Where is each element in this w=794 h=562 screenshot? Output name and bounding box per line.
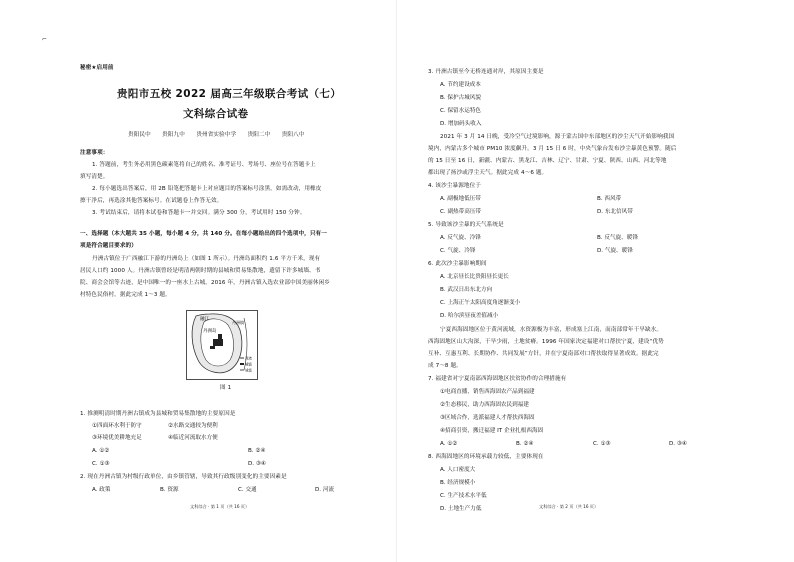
- q7-statement-4: ④招商引资，搬迁福建 IT 企业扎根西海固: [440, 428, 544, 434]
- q3-option-b[interactable]: B. 保护古城风貌: [440, 95, 481, 101]
- legend-river-label: 河流: [245, 356, 252, 361]
- section-heading-cont: 项是符合题目要求的）: [80, 243, 137, 249]
- question-8: 8. 西海固地区的环境承载力较低，主要体现在: [428, 454, 544, 460]
- note-1-cont: 填写清楚。: [80, 174, 109, 180]
- legend-river-swatch: [240, 357, 244, 359]
- corner-mark: ⌐: [42, 36, 48, 43]
- legend-town-swatch: [240, 363, 244, 365]
- section-heading: 一、选择题（本大题共 35 小题，每小题 4 分，共 140 分。在每小题给出的四个选项中，只有一: [80, 231, 327, 237]
- q5-option-a[interactable]: A. 反气旋、冷锋: [440, 235, 481, 241]
- q1-statement-1: ①四面环水利于防守: [92, 423, 142, 429]
- q1-statement-3: ③环境优美耕地充足: [92, 435, 142, 441]
- q8-option-c[interactable]: C. 生产技术水平低: [440, 493, 487, 499]
- exam-page-2: [397, 0, 794, 562]
- q2-option-b[interactable]: B. 资源: [160, 487, 179, 493]
- q5-option-c[interactable]: C. 气旋、冷锋: [440, 248, 476, 254]
- q7-statement-1: ①电商直播，销售西海固农产品到福建: [440, 389, 535, 395]
- map-island-label: 丹洲岛: [203, 329, 217, 334]
- passage-3-line-2: 西海固地区山大沟深，干旱少雨，土地贫瘠。1996 年国家决定福建对口帮扶宁夏，建设“优势: [428, 339, 664, 345]
- q7-option-c[interactable]: C. ①③: [593, 441, 611, 447]
- note-1: 1. 答题前，考生务必用黑色碳素笔将自己的姓名、准考证号、考场号、座位号在答题卡上: [92, 162, 316, 168]
- q6-option-c[interactable]: C. 上海正午太阳高度角逐渐变小: [440, 300, 521, 306]
- q7-option-d[interactable]: D. ③④: [669, 441, 687, 447]
- q5-option-b[interactable]: B. 反气旋、暖锋: [597, 235, 638, 241]
- question-3: 3. 丹洲古镇至今无桥连通对岸，其原因主要是: [428, 69, 544, 75]
- q5-option-d[interactable]: D. 气旋、暖锋: [597, 248, 633, 254]
- q7-option-b[interactable]: B. ②④: [516, 441, 534, 447]
- secret-label: 秘密★启用前: [80, 65, 114, 71]
- notes-heading: 注意事项：: [80, 150, 109, 156]
- page-footer-1: 文科综合 · 第 1 页（共 16 页）: [190, 504, 250, 509]
- q6-option-d[interactable]: D. 哈尔滨昼夜差值减小: [440, 313, 499, 319]
- q6-option-b[interactable]: B. 武汉日出东北方向: [440, 287, 493, 293]
- q4-option-c[interactable]: C. 副热带高压带: [440, 209, 482, 215]
- question-2: 2. 现在丹洲古镇为村级行政单位，由乡镇管辖，导致其行政级别变化的主要因素是: [80, 474, 287, 480]
- q2-option-c[interactable]: C. 交通: [238, 487, 257, 493]
- school-list: 贵阳民中 贵阳九中 贵州省实验中学 贵阳二中 贵阳八中: [128, 132, 305, 138]
- question-4: 4. 该沙尘暴源地位于: [428, 183, 481, 189]
- map-river-label: 融江: [200, 317, 209, 322]
- question-6: 6. 此次沙尘暴影响期间: [428, 261, 487, 267]
- town-block-1: [213, 339, 223, 346]
- q8-option-b[interactable]: B. 经济规模小: [440, 480, 476, 486]
- passage-1-line-4: 村特色民俗村。据此完成 1～3 题。: [80, 292, 171, 298]
- exam-title: 贵阳市五校 2022 届高三年级联合考试（七）: [117, 88, 342, 100]
- q3-option-d[interactable]: D. 增加码头收入: [440, 121, 482, 127]
- q4-option-a[interactable]: A. 副极地低压带: [440, 196, 481, 202]
- passage-2-line-2: 境内，内蒙古多个城市 PM10 浓度飙升。3 月 15 日 6 时，中央气象台发布沙尘暴黄色预警。随后: [428, 146, 677, 152]
- exam-subtitle: 文科综合试卷: [183, 108, 249, 120]
- passage-3-line-1: 宁夏西海固地区位于黄河流域，水资源极为丰富，形成塞上江南，而南部常年干旱缺水。: [440, 327, 663, 333]
- q2-option-d[interactable]: D. 河流: [315, 487, 335, 493]
- q8-option-a[interactable]: A. 人口密度大: [440, 467, 476, 473]
- q7-statement-2: ②生态移民，助力西海固农民到福建: [440, 402, 529, 408]
- q8-option-d[interactable]: D. 土地生产力低: [440, 506, 482, 512]
- q3-option-a[interactable]: A. 节约建设成本: [440, 82, 481, 88]
- island-map-figure: [186, 310, 258, 380]
- passage-1-line-1: 丹洲古镇位于广西融江下游的丹洲岛上（如图 1 所示）。丹洲岛面积约 1.6 平方千米，现有: [92, 256, 321, 262]
- passage-1-line-3: 院、商会会馆等古迹，是中国唯一的一座水上古城。2016 年，丹洲古镇入选农业部中国美丽休闲乡: [80, 280, 330, 286]
- q3-option-c[interactable]: C. 保留水运特色: [440, 108, 482, 114]
- note-3: 3. 考试结束后，请将本试卷和答题卡一并交回。满分 300 分，考试用时 150 分钟。: [92, 210, 306, 216]
- q2-option-a[interactable]: A. 政策: [92, 487, 111, 493]
- passage-2-line-4: 都出现了扬沙或浮尘天气。据此完成 4～6 题。: [428, 170, 548, 176]
- q6-option-a[interactable]: A. 北京昼长比贵阳昼长更长: [440, 274, 509, 280]
- passage-3-line-3: 互补、互惠互利、长期协作、共同发展”方针，并在宁夏南部对口帮扶取得显著成效。据此完: [428, 351, 659, 357]
- question-5: 5. 导致该沙尘暴的天气系统是: [428, 222, 504, 228]
- town-block-2: [218, 334, 222, 339]
- question-7: 7. 福建省对宁夏南部西海固地区扶贫协作的合理措施有: [428, 376, 567, 382]
- map-town-label: 丹洲镇: [232, 320, 244, 325]
- q1-option-b[interactable]: B. ②④: [248, 448, 266, 454]
- q7-statement-3: ③区域合作，选派福建人才帮扶西海固: [440, 415, 535, 421]
- page-footer-2: 文科综合 · 第 2 页（共 16 页）: [539, 504, 599, 509]
- q4-option-d[interactable]: D. 东北信风带: [597, 209, 633, 215]
- q1-option-c[interactable]: C. ①③: [92, 461, 110, 467]
- passage-2-line-3: 的 15 日至 16 日，新疆、内蒙古、黑龙江、吉林、辽宁、甘肃、宁夏、陕西、山西、河北等地: [428, 158, 667, 164]
- q1-statement-2: ②水路交通较为便利: [168, 423, 218, 429]
- note-2: 2. 每小题选出答案后，用 2B 铅笔把答题卡上对应题目的答案标号涂黑。如需改动，用橡皮: [92, 186, 322, 192]
- legend-wall-label: 城墙: [245, 368, 252, 373]
- q1-option-d[interactable]: D. ③④: [248, 461, 266, 467]
- note-2-cont: 擦干净后，再选涂其他答案标号。在试题卷上作答无效。: [80, 198, 223, 204]
- q1-option-a[interactable]: A. ①②: [92, 448, 110, 454]
- passage-2-line-1: 2021 年 3 月 14 日晚，受冷空气过境影响，源于蒙古国中东部地区的沙尘天气开始影响我国: [440, 134, 675, 140]
- legend-town-label: 城镇: [245, 362, 252, 367]
- figure-caption: 图 1: [220, 385, 232, 391]
- town-block-3: [210, 346, 215, 349]
- q4-option-b[interactable]: B. 西风带: [597, 196, 622, 202]
- passage-1-line-2: 居民人口约 1000 人。丹洲古镇曾经是明清两朝时期的县城和贸易集散地，遗留下许多城墙、书: [80, 268, 321, 274]
- question-1: 1. 推测明清时期丹洲古镇成为县城和贸易集散地的主要原因是: [80, 411, 236, 417]
- passage-3-line-4: 成 7～8 题。: [428, 363, 462, 369]
- q7-option-a[interactable]: A. ①②: [440, 441, 458, 447]
- q1-statement-4: ④临近河流取水方便: [168, 435, 218, 441]
